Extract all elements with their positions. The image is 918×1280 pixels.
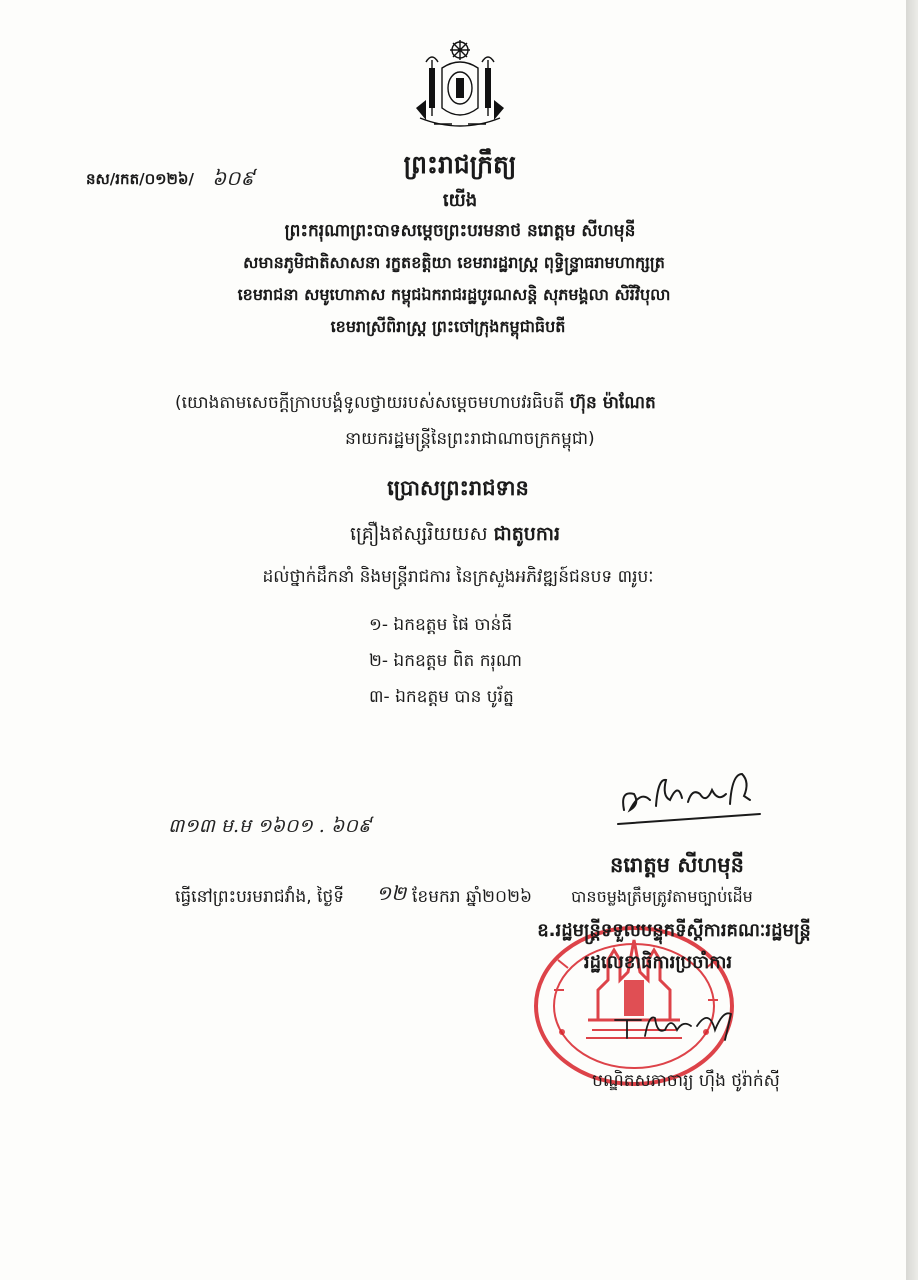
king-title-line-4: ខេមរាស្រីពិរាស្ត្រ ព្រះចៅក្រុងកម្ពុជាធិបតី [330,317,566,336]
proposal-prefix: (យោងតាមសេចក្តីក្រាបបង្គំទូលថ្វាយរបស់សម្តេចមហាបវរធិបតី [175,393,570,413]
medal-name: ជាតូបការ [493,523,560,545]
we-heading: យើង [442,190,478,211]
date-prefix: ធ្វើនៅព្រះបរមរាជវាំង, ថ្ងៃទី [175,887,345,907]
reference-number: នស/រកត/០១២៦/ [86,170,194,188]
certified-copy-note: បានចម្លងត្រឹមត្រូវតាមច្បាប់ដើម [571,887,753,906]
final-signer-name: បណ្ឌិតសភាចារ្យ ហ៊ឹង ថូរ៉ាក់ស៊ី [592,1071,780,1091]
reference-number-handwritten: ៦០៩ [212,166,255,190]
medal-line [350,522,560,550]
royal-emblem-icon [412,38,508,138]
royal-signature [600,760,770,830]
recipient-item: ៣- ឯកឧត្តម បាន បូរ័ត្ន [369,687,514,707]
registry-number-handwritten: ៣១៣ ម.ម ១៦០១ . ៦០៩ [168,815,372,837]
prime-minister-name: ហ៊ុន ម៉ាណែត [569,393,656,413]
proposal-line-1 [175,392,656,417]
decree-title: ព្រះរាជក្រឹត្យ [403,150,517,179]
date-suffix: ខែមករា ឆ្នាំ២០២៦ [412,887,532,907]
recipient-item: ១- ឯកឧត្តម ផៃ ចាន់ធី [369,615,513,635]
date-line [175,886,532,911]
deputy-minister-title-line-1: ឧ.រដ្ឋមន្ត្រីទទួលបន្ទុកទីស្តីការគណៈរដ្ឋមន្ត្រី [537,920,811,941]
recipients-intro: ដល់ថ្នាក់ដឹកនាំ និងមន្ត្រីរាជការ នៃក្រសួងអភិវឌ្ឍន៍ជនបទ ៣រូបៈ [262,567,654,587]
king-title-line-2: សមានភូមិជាតិសាសនា រក្ខតខត្តិយា ខេមរារដ្ឋរាស្ត្រ ពុទ្ធិន្ទ្រាធរាមហាក្សត្រ [243,253,665,272]
date-day-handwritten: ១២ [376,881,407,905]
medal-prefix: គ្រឿងឥស្សរិយយស [350,523,494,545]
king-title-line-1: ព្រះករុណាព្រះបាទសម្តេចព្រះបរមនាថ នរោត្តម សីហមុនី [284,221,636,241]
deputy-signature [605,1000,745,1045]
page-edge [906,0,918,1280]
deputy-minister-title-line-2: រដ្ឋលេខាធិការប្រចាំការ [583,952,733,973]
recipient-item: ២- ឯកឧត្តម ពិត ករុណា [369,651,523,671]
proposal-line-2: នាយករដ្ឋមន្ត្រីនៃព្រះរាជាណាចក្រកម្ពុជា) [345,429,595,449]
grant-heading: ប្រោសព្រះរាជទាន [387,476,529,500]
king-title-line-3: ខេមរាជនា សមូហោភាស កម្ពុជឯករាជរដ្ឋបូរណសន្តិ សុភមង្គលា សិរីវិបុលា [237,285,671,304]
signer-name: នរោត្តម សីហមុនី [610,853,744,877]
